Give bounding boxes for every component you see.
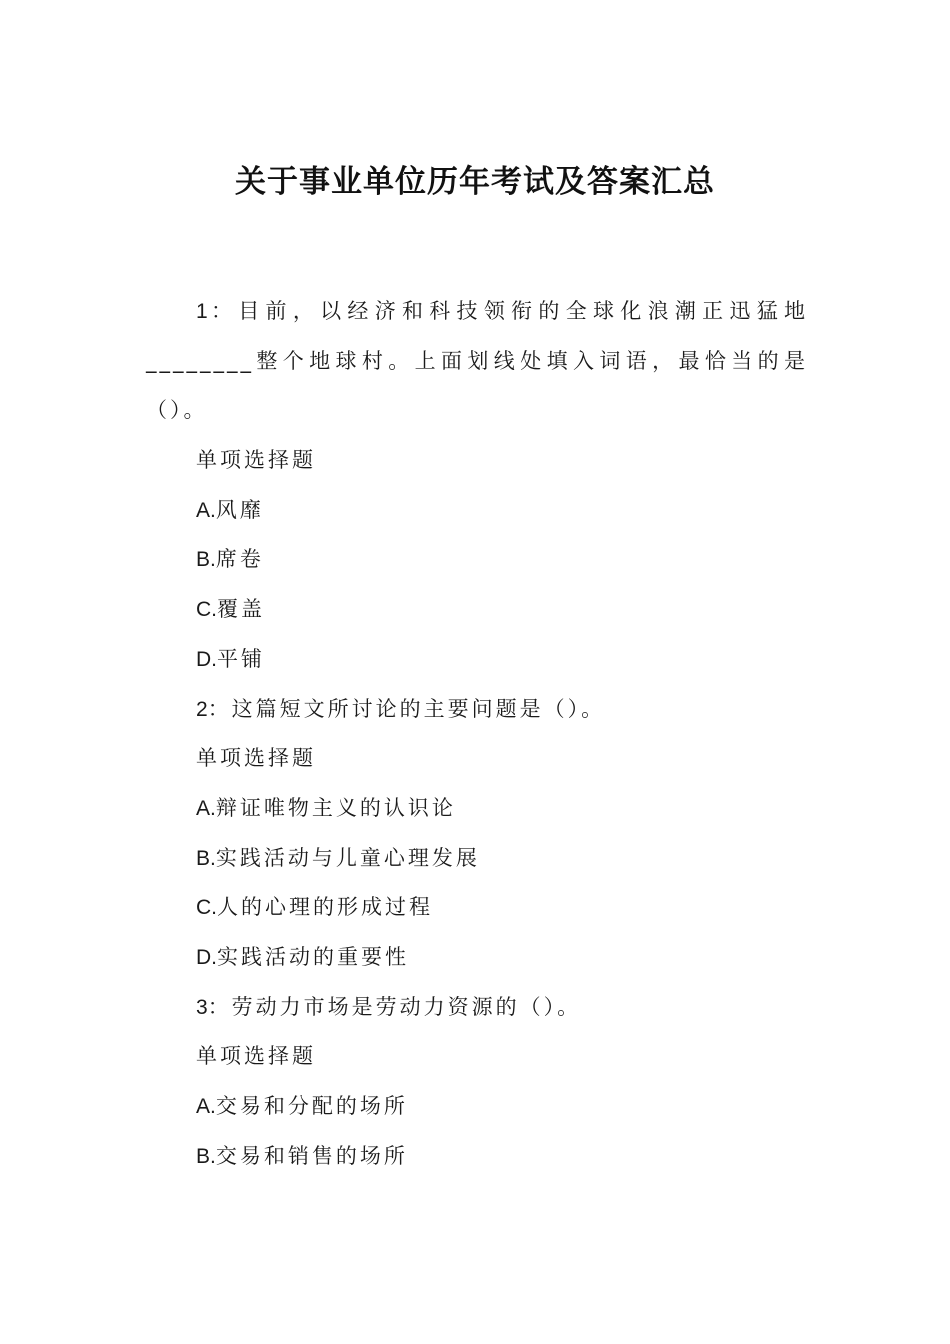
question-2-stem bbox=[196, 685, 808, 735]
question-number: 1 bbox=[196, 300, 208, 323]
question-3-option-a bbox=[196, 1082, 808, 1132]
option-letter: A. bbox=[196, 796, 216, 820]
question-text: ：劳动力市场是劳动力资源的（）。 bbox=[207, 994, 582, 1019]
question-1-option-c bbox=[196, 585, 808, 635]
option-letter: A. bbox=[196, 498, 216, 522]
option-text: 平铺 bbox=[217, 646, 265, 671]
option-text: 人的心理的形成过程 bbox=[217, 895, 433, 920]
option-text: 实践活动的重要性 bbox=[217, 944, 409, 969]
option-letter: B. bbox=[196, 846, 216, 870]
option-letter: B. bbox=[196, 1144, 216, 1168]
question-number: 3 bbox=[196, 995, 208, 1019]
option-text: 风靡 bbox=[215, 497, 264, 522]
question-2-type: 单项选择题 bbox=[196, 746, 316, 771]
option-letter: B. bbox=[196, 548, 216, 572]
question-text: ：这篇短文所讨论的主要问题是（）。 bbox=[207, 696, 606, 721]
option-letter: C. bbox=[196, 598, 217, 622]
question-3-option-b bbox=[196, 1132, 808, 1182]
question-2-option-a bbox=[196, 784, 808, 834]
document-body bbox=[146, 287, 808, 1181]
question-2-option-b bbox=[196, 834, 808, 884]
option-letter: A. bbox=[196, 1095, 216, 1119]
document-title: 关于事业单位历年考试及答案汇总 bbox=[235, 164, 715, 200]
option-text: 覆盖 bbox=[217, 597, 265, 622]
option-letter: D. bbox=[196, 647, 217, 671]
question-3-type: 单项选择题 bbox=[196, 1044, 316, 1069]
option-text: 席卷 bbox=[215, 547, 264, 572]
question-text: ：目前，以经济和科技领衔的全球化浪潮正迅猛地________整个地球村。上面划线处填入词语，最恰当的是（）。 bbox=[146, 299, 808, 423]
question-2-option-c bbox=[196, 883, 808, 933]
option-letter: D. bbox=[196, 945, 217, 969]
question-1-option-b bbox=[196, 535, 808, 585]
option-text: 交易和销售的场所 bbox=[215, 1143, 408, 1168]
question-number: 2 bbox=[196, 697, 208, 721]
option-text: 辩证唯物主义的认识论 bbox=[215, 795, 456, 820]
option-letter: C. bbox=[196, 896, 217, 920]
question-1-option-d bbox=[196, 635, 808, 685]
option-text: 实践活动与儿童心理发展 bbox=[215, 845, 480, 870]
question-1-stem bbox=[146, 287, 808, 436]
question-2-option-d bbox=[196, 933, 808, 983]
question-1-option-a bbox=[196, 486, 808, 536]
option-text: 交易和分配的场所 bbox=[215, 1094, 408, 1119]
question-1-type: 单项选择题 bbox=[196, 448, 316, 473]
question-3-stem bbox=[196, 983, 808, 1033]
